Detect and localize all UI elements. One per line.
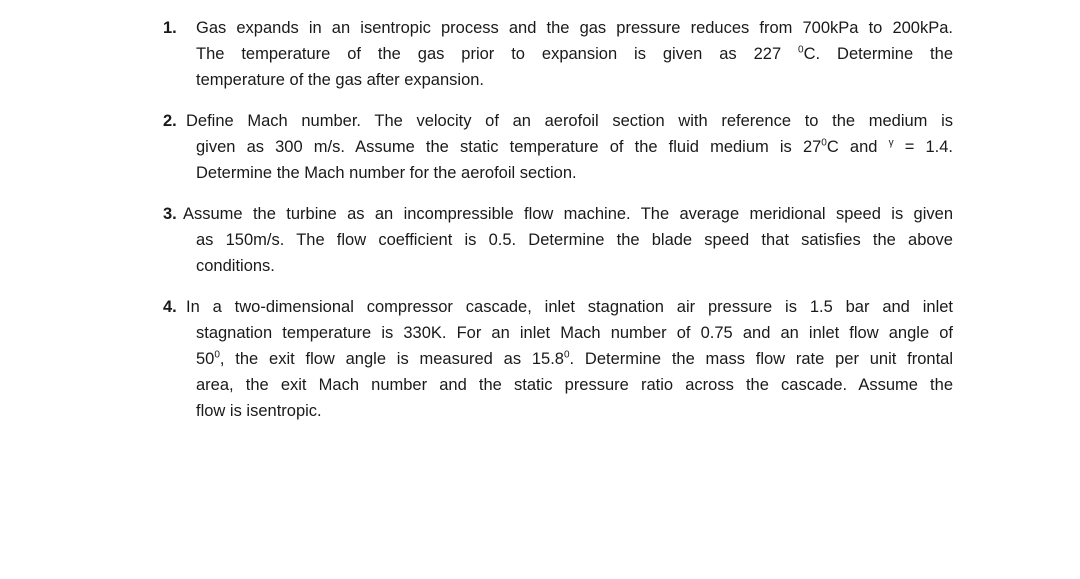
question-line: Gas expands in an isentropic process and the gas pressure reduces from 700kPa to 200kPa.: [196, 19, 953, 37]
question-document: [163, 15, 953, 439]
question-number: 2.: [163, 112, 177, 130]
question-number: 3.: [163, 205, 177, 223]
question-3: [163, 201, 953, 279]
question-2: [163, 108, 953, 186]
question-line: conditions.: [196, 257, 275, 275]
question-line: Define Mach number. The velocity of an aerofoil section with reference to the medium is: [186, 112, 953, 130]
question-line: In a two-dimensional compressor cascade, inlet stagnation air pressure is 1.5 bar and inlet: [186, 298, 953, 316]
question-line: stagnation temperature is 330K. For an inlet Mach number of 0.75 and an inlet flow angle of: [196, 324, 953, 342]
question-line: The temperature of the gas prior to expansion is given as 227 $^0$C. Determine the: [196, 44, 953, 63]
question-line: as 150m/s. The flow coefficient is 0.5. Determine the blade speed that satisfies the above: [196, 231, 953, 249]
gamma-symbol: γ: [888, 137, 894, 149]
degree-superscript: 0: [214, 349, 220, 361]
question-line: given as 300 m/s. Assume the static temperature of the fluid medium is $27^0C$ and $^\gamma$ = 1.4.: [196, 137, 953, 156]
question-line: Assume the turbine as an incompressible flow machine. The average meridional speed is given: [183, 205, 953, 223]
question-4: [163, 294, 953, 424]
question-line: area, the exit Mach number and the static pressure ratio across the cascade. Assume the: [196, 376, 953, 394]
question-line: flow is isentropic.: [196, 402, 322, 420]
question-number: 4.: [163, 298, 177, 316]
degree-superscript: 0: [563, 349, 570, 361]
question-line: Determine the Mach number for the aerofoil section.: [196, 164, 577, 182]
degree-superscript: 0: [798, 44, 804, 56]
question-1: [163, 15, 953, 93]
question-line: temperature of the gas after expansion.: [196, 71, 485, 89]
question-line: $50^0$, the exit flow angle is measured as 15.8$^0$. Determine the mass flow rate per unit frontal: [196, 349, 953, 368]
degree-superscript: 0: [821, 137, 827, 149]
question-number: 1.: [163, 19, 177, 37]
